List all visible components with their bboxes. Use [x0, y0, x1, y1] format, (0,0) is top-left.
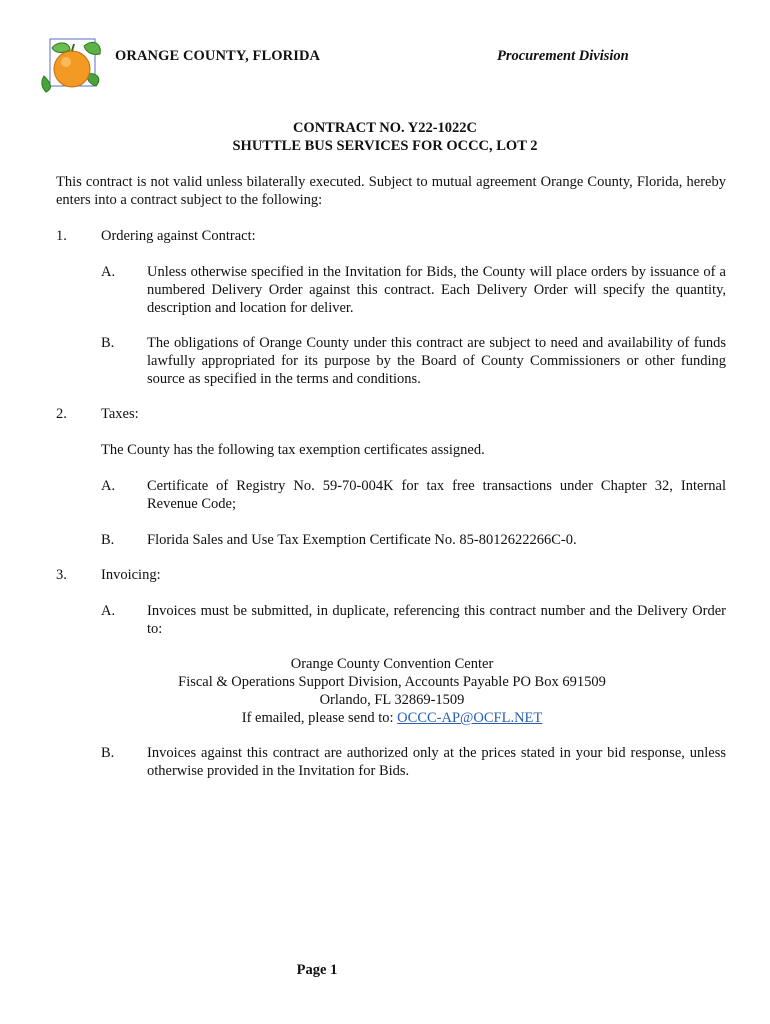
address-line: Fiscal & Operations Support Division, Accounts Payable PO Box 691509: [178, 674, 606, 690]
item-letter: A.: [101, 603, 116, 619]
section-title: Invoicing:: [101, 567, 161, 583]
item-letter: B.: [101, 532, 115, 548]
email-prefix: If emailed, please send to:: [241, 710, 398, 726]
page-number: Page 1: [296, 962, 338, 978]
section-lead-text: The County has the following tax exemption certificates assigned.: [101, 442, 485, 458]
item-text: Invoices must be submitted, in duplicate, referencing this contract number and the Delivery Order to:: [147, 603, 726, 637]
section-title: Taxes:: [101, 406, 139, 422]
email-line: [147, 709, 637, 727]
item-letter: A.: [101, 478, 116, 494]
item-letter: B.: [101, 335, 115, 351]
contract-number: CONTRACT NO. Y22-1022C: [292, 120, 478, 136]
intro-paragraph: This contract is not valid unless bilaterally executed. Subject to mutual agreement Orange County, Florida, hereby enters into a contract subject to the following:: [56, 174, 726, 208]
item-letter: B.: [101, 745, 115, 761]
orange-fruit-icon: [40, 36, 104, 96]
address-line: Orlando, FL 32869-1509: [319, 692, 465, 708]
contract-title: SHUTTLE BUS SERVICES FOR OCCC, LOT 2: [232, 138, 538, 154]
organization-name: ORANGE COUNTY, FLORIDA: [115, 48, 321, 64]
item-text: Invoices against this contract are authorized only at the prices stated in your bid response, unless otherwise provided in the Invitation for Bids.: [147, 745, 726, 779]
item-letter: A.: [101, 264, 116, 280]
mailing-address: [147, 655, 637, 727]
email-link[interactable]: OCCC-AP@OCFL.NET: [397, 710, 543, 726]
item-text: Florida Sales and Use Tax Exemption Certificate No. 85-8012622266C-0.: [147, 532, 577, 548]
division-name: Procurement Division: [497, 48, 629, 64]
address-line: Orange County Convention Center: [290, 656, 494, 672]
section-number: 1.: [56, 228, 67, 244]
section-number: 3.: [56, 567, 67, 583]
section-title: Ordering against Contract:: [101, 228, 256, 244]
item-text: Unless otherwise specified in the Invitation for Bids, the County will place orders by issuance of a numbered Delivery Order against this contract. Each Delivery Order will specify the quantity, description and location for deliver.: [147, 264, 726, 316]
item-text: Certificate of Registry No. 59-70-004K for tax free transactions under Chapter 32, Internal Revenue Code;: [147, 478, 726, 512]
item-text: The obligations of Orange County under this contract are subject to need and availability of funds lawfully appropriated for its purpose by the Board of County Commissioners or other funding source as specified in the terms and conditions.: [147, 335, 726, 387]
section-number: 2.: [56, 406, 67, 422]
